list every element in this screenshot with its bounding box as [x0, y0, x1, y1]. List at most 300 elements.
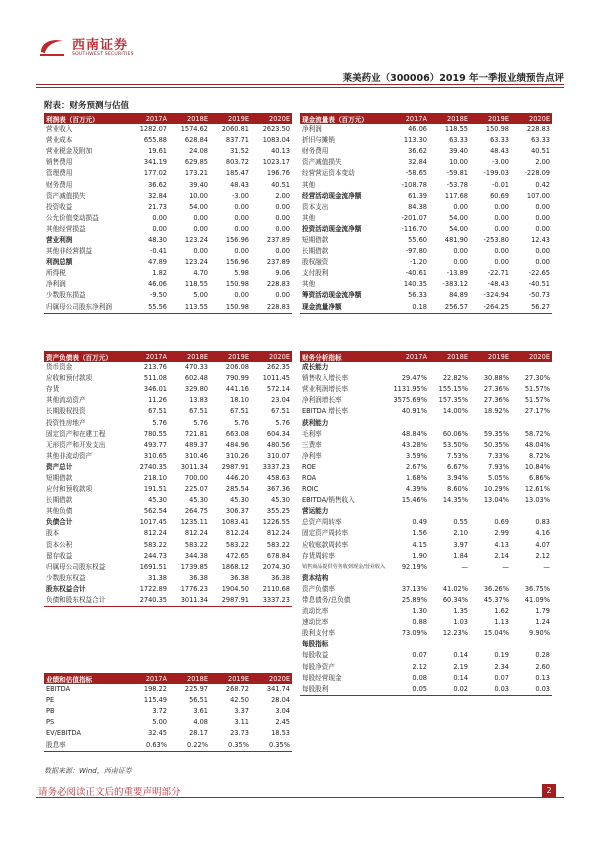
value-cell: 583.22 [266, 540, 290, 549]
row-label: 长期借款 [302, 247, 329, 256]
value-cell: 46.06 [408, 125, 427, 134]
value-cell: 4.15 [412, 540, 427, 549]
year-header-cell: 2018E [169, 113, 210, 124]
value-cell: 60.34% [442, 596, 468, 605]
row-label: 存货 [46, 385, 60, 394]
value-cell [511, 362, 552, 373]
year-header-cell: 2018E [429, 351, 470, 362]
value-cell: 28.04 [271, 696, 290, 705]
value-cell: 5.76 [152, 418, 167, 427]
table-row [44, 517, 292, 528]
row-label: 资产负债率 [302, 584, 335, 593]
value-cell: -201.07 [401, 213, 427, 222]
value-cell: 36.38 [271, 573, 290, 582]
table-row [300, 606, 552, 617]
value-cell: 812.24 [266, 529, 290, 538]
table-row [300, 684, 552, 696]
row-label: EV/EBITDA [46, 729, 82, 738]
value-cell: 118.55 [184, 280, 208, 289]
row-label: 股本 [46, 529, 60, 538]
value-cell: 10.00 [189, 191, 208, 200]
value-cell: 6.67% [447, 462, 468, 471]
value-cell: 1.35 [453, 607, 468, 616]
value-cell: 113.55 [169, 302, 210, 314]
balance-sheet-table [44, 351, 292, 607]
value-cell: 1904.50 [221, 584, 249, 593]
value-cell: 5.76 [234, 418, 249, 427]
value-cell: 0.13 [535, 673, 550, 682]
value-cell: 306.37 [225, 507, 249, 516]
value-cell: 39.40 [189, 180, 208, 189]
value-cell: 0.14 [453, 673, 468, 682]
table-row [300, 573, 552, 584]
table-row [44, 739, 292, 751]
value-cell: 780.55 [143, 429, 167, 438]
row-label: 无形资产和开发支出 [46, 440, 106, 449]
value-cell [429, 573, 470, 584]
value-cell: 48.30 [148, 235, 167, 244]
row-label: 少数股东权益 [46, 573, 86, 582]
table-row [300, 451, 552, 462]
row-label: 投资性房地产 [46, 418, 86, 427]
value-cell: 155.15% [438, 385, 468, 394]
value-cell: 191.51 [143, 485, 167, 494]
value-cell: 0.00 [193, 224, 208, 233]
value-cell: 4.39% [406, 485, 427, 494]
row-label: 其他 [302, 280, 316, 289]
value-cell: 285.54 [225, 485, 249, 494]
value-cell: 562.54 [143, 507, 167, 516]
value-cell: 3.72 [152, 707, 167, 716]
value-cell: 1.90 [412, 551, 427, 560]
value-cell: -383.12 [442, 280, 468, 289]
table-row [300, 179, 552, 190]
value-cell: 12.43 [531, 235, 550, 244]
value-cell: 480.56 [266, 440, 290, 449]
value-cell: 0.08 [412, 673, 427, 682]
table-row [44, 528, 292, 539]
value-cell: 12.61% [524, 485, 550, 494]
value-cell: 41.09% [524, 596, 550, 605]
value-cell: 484.96 [225, 440, 249, 449]
value-cell [429, 362, 470, 373]
table-row [300, 429, 552, 440]
row-label: 三费率 [302, 440, 322, 449]
logo-icon [38, 36, 66, 58]
value-cell: 0.00 [453, 258, 468, 267]
row-label: 其他非经营损益 [46, 247, 93, 256]
value-cell: 228.83 [266, 280, 290, 289]
value-cell: 36.38 [230, 573, 249, 582]
value-cell: 3337.23 [262, 462, 290, 471]
table-row [300, 617, 552, 628]
value-cell: 1.84 [453, 551, 468, 560]
value-cell: -0.41 [149, 247, 167, 256]
value-cell: 1131.95% [393, 385, 427, 394]
value-cell: 0.00 [193, 247, 208, 256]
value-cell: 0.00 [494, 224, 509, 233]
row-label: 营运能力 [302, 507, 329, 516]
value-cell: 2.67% [406, 462, 427, 471]
value-cell: 42.50 [230, 696, 249, 705]
value-cell: 0.00 [453, 247, 468, 256]
value-cell: 3.97 [453, 540, 468, 549]
row-label: EBITDA 增长率 [302, 407, 349, 416]
value-cell: 8.72% [529, 451, 550, 460]
value-cell: 2987.91 [210, 595, 251, 607]
value-cell: 173.21 [184, 169, 208, 178]
table-row [300, 290, 552, 301]
value-cell: 2.12 [535, 551, 550, 560]
row-label: 流动比率 [302, 607, 329, 616]
table-row [300, 202, 552, 213]
value-cell: 1574.62 [180, 125, 208, 134]
value-cell: 2.45 [275, 718, 290, 727]
value-cell: 678.84 [266, 551, 290, 560]
value-cell: 1.82 [152, 269, 167, 278]
value-cell: 310.46 [184, 451, 208, 460]
value-cell: 0.00 [234, 247, 249, 256]
year-header-cell: 2018E [169, 351, 210, 362]
value-cell: 0.05 [388, 684, 429, 696]
value-cell: 329.80 [184, 385, 208, 394]
value-cell: 3337.23 [251, 595, 292, 607]
value-cell: 228.83 [526, 125, 550, 134]
value-cell: 1.79 [535, 607, 550, 616]
table-row [300, 279, 552, 290]
value-cell: 344.38 [184, 551, 208, 560]
brand-name-en: SOUTHWEST SECURITIES [72, 52, 134, 57]
row-label: 每股收益 [302, 651, 329, 660]
value-cell: 60.69 [490, 191, 509, 200]
value-cell: 67.51 [271, 407, 290, 416]
value-cell: 73.09% [401, 629, 427, 638]
table-row [44, 157, 292, 168]
row-label: 速动比率 [302, 618, 329, 627]
table-row [300, 517, 552, 528]
row-label: 投资收益 [46, 202, 73, 211]
value-cell: 1691.51 [139, 562, 167, 571]
value-cell: 4.07 [535, 540, 550, 549]
table-row [44, 551, 292, 562]
value-cell: 1023.17 [262, 158, 290, 167]
value-cell: 0.18 [388, 302, 429, 314]
year-header-cell: 2019E [210, 113, 251, 124]
value-cell: 29.47% [401, 374, 427, 383]
value-cell: 36.38 [189, 573, 208, 582]
table-row [300, 246, 552, 257]
value-cell: 31.38 [148, 573, 167, 582]
table-row [44, 268, 292, 279]
value-cell: 0.00 [275, 202, 290, 211]
value-cell: 1226.55 [262, 518, 290, 527]
value-cell: -53.78 [446, 180, 468, 189]
value-cell: 10.84% [524, 462, 550, 471]
value-cell: 67.51 [230, 407, 249, 416]
source-note: 数据来源：Wind，西南证券 [44, 767, 132, 775]
value-cell: 0.00 [152, 213, 167, 222]
table-row [44, 717, 292, 728]
year-header-cell: 2017A [128, 113, 169, 124]
table-row [300, 662, 552, 673]
row-label: 销售收入增长率 [302, 374, 349, 383]
value-cell: 604.34 [266, 429, 290, 438]
table-row [44, 235, 292, 246]
value-cell: — [543, 562, 550, 571]
value-cell: 48.04% [524, 440, 550, 449]
value-cell: 244.73 [143, 551, 167, 560]
value-cell: 92.19% [401, 562, 427, 571]
value-cell: 3011.34 [169, 595, 210, 607]
value-cell: 63.33 [531, 136, 550, 145]
value-cell: 0.00 [152, 224, 167, 233]
value-cell: 7.93% [488, 462, 509, 471]
row-label: 其他 [302, 180, 316, 189]
value-cell: 40.51 [531, 147, 550, 156]
value-cell: 13.03% [524, 496, 550, 505]
value-cell: 0.42 [535, 180, 550, 189]
row-label: ROA [302, 473, 317, 482]
value-cell: 2.10 [453, 529, 468, 538]
value-cell: -97.80 [405, 247, 427, 256]
value-cell: 5.00 [152, 718, 167, 727]
value-cell [470, 417, 511, 428]
value-cell: 56.33 [408, 291, 427, 300]
footer-disclaimer: 请务必阅读正文后的重要声明部分 [38, 787, 181, 798]
value-cell: 15.46% [401, 496, 427, 505]
row-label: 经营活动现金流净额 [302, 191, 362, 200]
value-cell: 27.36% [483, 385, 509, 394]
value-cell: 472.65 [225, 551, 249, 560]
table-row [44, 695, 292, 706]
table-row [44, 146, 292, 157]
table-row [300, 224, 552, 235]
value-cell: 5.05% [488, 473, 509, 482]
row-label: 每股股利 [300, 684, 388, 696]
row-label: EBITDA [46, 685, 71, 694]
table-row [44, 540, 292, 551]
value-cell: 13.04% [483, 496, 509, 505]
table-row [44, 290, 292, 301]
value-cell: 0.07 [494, 673, 509, 682]
value-cell: -40.61 [405, 269, 427, 278]
value-cell: 9.06 [275, 269, 290, 278]
value-cell: 23.04 [271, 396, 290, 405]
value-cell: 2740.35 [139, 462, 167, 471]
value-cell: 7.53% [447, 451, 468, 460]
value-cell: -50.73 [528, 291, 550, 300]
table-row [44, 179, 292, 190]
table-header-row [44, 673, 292, 684]
value-cell: 13.83 [189, 396, 208, 405]
table-row [300, 384, 552, 395]
table-row [300, 462, 552, 473]
value-cell: 2.19 [453, 662, 468, 671]
table-row [44, 406, 292, 417]
value-cell: 51.57% [524, 385, 550, 394]
value-cell: 40.51 [271, 180, 290, 189]
year-header-cell: 2020E [511, 113, 552, 124]
value-cell: 1.56 [412, 529, 427, 538]
table-row [300, 528, 552, 539]
value-cell: 84.38 [408, 202, 427, 211]
value-cell: 18.53 [271, 729, 290, 738]
value-cell: 25.89% [401, 596, 427, 605]
table-row [300, 540, 552, 551]
value-cell: 31.52 [230, 147, 249, 156]
row-label: 归属母公司股东净利润 [44, 302, 128, 314]
row-label: 营业成本 [46, 136, 73, 145]
value-cell [511, 639, 552, 650]
value-cell: 0.63% [128, 739, 169, 751]
value-cell: 47.89 [148, 258, 167, 267]
value-cell: 45.30 [148, 496, 167, 505]
row-label: 归属母公司股东权益 [46, 562, 106, 571]
value-cell: 37.13% [401, 584, 427, 593]
value-cell: 3.37 [234, 707, 249, 716]
table-row [300, 562, 552, 573]
value-cell: 28.17 [189, 729, 208, 738]
value-cell: 458.63 [266, 473, 290, 482]
table-row [300, 124, 552, 135]
value-cell: -108.78 [401, 180, 427, 189]
value-cell: -48.43 [487, 280, 509, 289]
table-header-row [300, 113, 552, 124]
year-header-cell: 2018E [169, 673, 210, 684]
table-row [44, 573, 292, 584]
value-cell: 39.40 [449, 147, 468, 156]
row-label: 其他负债 [46, 507, 73, 516]
value-cell: 10.29% [483, 485, 509, 494]
table-title-cell: 资产负债表（百万元） [44, 351, 128, 362]
value-cell: 310.26 [225, 451, 249, 460]
value-cell: -59.81 [446, 169, 468, 178]
value-cell: 2.12 [412, 662, 427, 671]
value-cell: 1282.07 [139, 125, 167, 134]
value-cell: 58.72% [524, 429, 550, 438]
value-cell: 117.68 [444, 191, 468, 200]
value-cell: 583.22 [143, 540, 167, 549]
value-cell: -22.65 [528, 269, 550, 278]
value-cell: 32.45 [148, 729, 167, 738]
value-cell: 0.00 [494, 258, 509, 267]
table-row [44, 584, 292, 595]
year-header-cell: 2019E [210, 673, 251, 684]
value-cell: 32.84 [408, 158, 427, 167]
value-cell [388, 417, 429, 428]
row-label: 所得税 [46, 269, 66, 278]
row-label: 经营营运资本变动 [302, 169, 355, 178]
table-row [300, 168, 552, 179]
row-label: 长期借款 [46, 496, 73, 505]
value-cell: 5.98 [234, 269, 249, 278]
table-row [44, 440, 292, 451]
value-cell: 45.30 [271, 496, 290, 505]
table-row [44, 302, 292, 314]
row-label: 带息债务/总负债 [302, 596, 351, 605]
value-cell: 107.00 [526, 191, 550, 200]
value-cell: 629.85 [184, 158, 208, 167]
value-cell: 21.73 [148, 202, 167, 211]
value-cell: 572.14 [266, 385, 290, 394]
value-cell: 48.43 [230, 180, 249, 189]
value-cell: 0.28 [535, 651, 550, 660]
row-label: 资产减值损失 [302, 158, 342, 167]
row-label: 负债和股东权益合计 [44, 595, 128, 607]
value-cell: 262.35 [266, 363, 290, 372]
value-cell: 118.55 [444, 125, 468, 134]
table-row [44, 684, 292, 695]
value-cell: 2.00 [535, 158, 550, 167]
value-cell: 5.76 [275, 418, 290, 427]
row-label: PB [46, 707, 55, 716]
value-cell: 0.00 [275, 224, 290, 233]
row-label: PS [46, 718, 55, 727]
value-cell: 493.77 [143, 440, 167, 449]
value-cell: 27.17% [524, 407, 550, 416]
value-cell [388, 506, 429, 517]
value-cell: 32.84 [148, 191, 167, 200]
year-header-cell: 2019E [470, 351, 511, 362]
value-cell: 0.02 [429, 684, 470, 696]
value-cell: 51.57% [524, 396, 550, 405]
value-cell: 3575.69% [393, 396, 427, 405]
value-cell: 0.07 [412, 651, 427, 660]
value-cell: 185.47 [225, 169, 249, 178]
value-cell: 583.22 [225, 540, 249, 549]
value-cell: 36.75% [524, 584, 550, 593]
value-cell: 489.37 [184, 440, 208, 449]
value-cell: 3.11 [234, 718, 249, 727]
value-cell: 45.30 [189, 496, 208, 505]
value-cell: 0.00 [535, 247, 550, 256]
value-cell: 150.98 [210, 302, 251, 314]
value-cell: 61.39 [408, 191, 427, 200]
value-cell: 1776.23 [180, 584, 208, 593]
row-label: 财务费用 [302, 147, 329, 156]
table-row [300, 551, 552, 562]
table-row [44, 373, 292, 384]
table-row [300, 506, 552, 517]
table-row [300, 373, 552, 384]
value-cell: 55.60 [408, 235, 427, 244]
value-cell: 1.13 [494, 618, 509, 627]
value-cell: 2.99 [494, 529, 509, 538]
value-cell: 256.57 [429, 302, 470, 314]
row-label: 获利能力 [302, 418, 329, 427]
value-cell: 367.36 [266, 485, 290, 494]
value-cell: 4.16 [535, 529, 550, 538]
row-label: 毛利率 [302, 429, 322, 438]
value-cell: 140.35 [403, 280, 427, 289]
row-label: 股息率 [44, 739, 128, 751]
value-cell: -228.09 [524, 169, 550, 178]
row-label: 留存收益 [46, 551, 73, 560]
value-cell: 0.00 [234, 213, 249, 222]
value-cell: 3.94% [447, 473, 468, 482]
value-cell: -40.51 [528, 280, 550, 289]
value-cell: 14.35% [442, 496, 468, 505]
value-cell: 11.26 [148, 396, 167, 405]
valuation-table [44, 673, 292, 752]
value-cell: -1.20 [409, 258, 427, 267]
row-label: 少数股东损益 [46, 291, 86, 300]
value-cell: 218.10 [143, 473, 167, 482]
value-cell: 655.88 [143, 136, 167, 145]
row-label: 净利润增长率 [302, 396, 342, 405]
table-row [300, 495, 552, 506]
value-cell: 14.00% [442, 407, 468, 416]
